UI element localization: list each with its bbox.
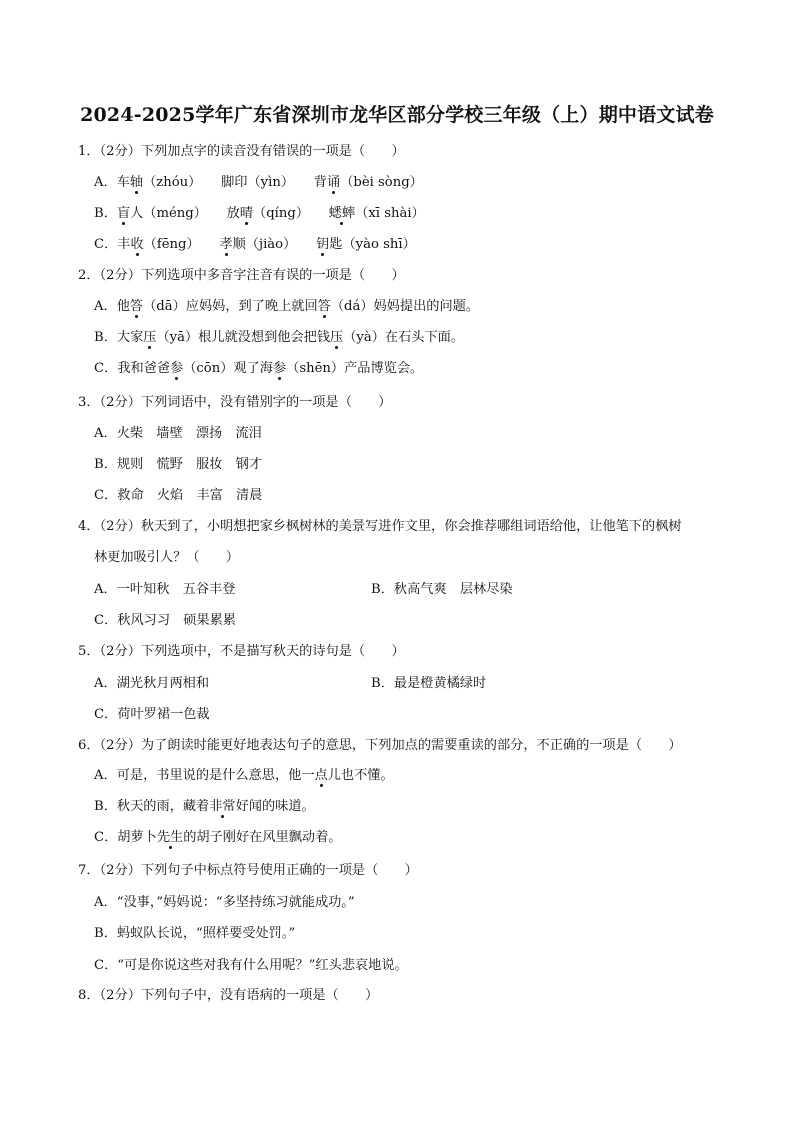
q1-option-b: B．盲人（méng） 放晴（qíng） 蟋蟀（xī shài） [94,206,425,221]
q6-option-a: A．可是，书里说的是什么意思，他一点儿也不懂。 [94,768,394,783]
q1-option-c: C．丰收（fēng） 孝顺（jiào） 钥匙（yào shī） [94,237,416,252]
question-3-stem: 3．（2分）下列词语中，没有错别字的一项是（ ） [78,395,392,410]
question-4-stem-line1: 4．（2分）秋天到了，小明想把家乡枫树林的美景写进作文里，你会推荐哪组词语给他，让他笔下的枫树 [78,519,682,534]
q5-option-c: C．荷叶罗裙一色裁 [94,707,210,722]
q4-option-b: B．秋高气爽 层林尽染 [371,582,513,597]
q2-option-c: C．我和爸爸参（cōn）观了海参（shēn）产品博览会。 [94,361,424,376]
q7-option-a: A．“没事，”妈妈说：“多坚持练习就能成功。” [94,895,355,910]
q2-option-a: A．他答（dā）应妈妈，到了晚上就回答（dá）妈妈提出的问题。 [94,299,480,314]
q4-option-c: C．秋风习习 硕果累累 [94,613,236,628]
q5-option-a: A．湖光秋月两相和 [94,676,210,691]
q7-option-c: C．“可是你说这些对我有什么用呢？”红头悲哀地说。 [94,958,408,973]
question-8-stem: 8．（2分）下列句子中，没有语病的一项是（ ） [78,988,379,1003]
question-1-stem: 1．（2分）下列加点字的读音没有错误的一项是（ ） [78,144,405,159]
q3-option-c: C．救命 火焰 丰富 清晨 [94,488,263,503]
question-4-stem-line2: 林更加吸引人？（ ） [94,550,240,565]
exam-title: 2024-2025学年广东省深圳市龙华区部分学校三年级（上）期中语文试卷 [80,104,714,126]
q3-option-b: B．规则 慌野 服妆 钢才 [94,457,262,472]
q7-option-b: B．蚂蚁队长说，“照样要受处罚。” [94,926,296,941]
q2-option-b: B．大家压（yā）根儿就没想到他会把钱压（yà）在石头下面。 [94,330,465,345]
q1-option-a: A．车轴（zhóu） 脚印（yìn） 背诵（bèi sòng） [94,175,423,190]
q4-option-a: A．一叶知秋 五谷丰登 [94,582,236,597]
question-5-stem: 5．（2分）下列选项中，不是描写秋天的诗句是（ ） [78,644,405,659]
q3-option-a: A．火柴 墙壁 漂扬 流泪 [94,426,262,441]
q5-option-b: B．最是橙黄橘绿时 [371,676,487,691]
q6-option-b: B．秋天的雨，藏着非常好闻的味道。 [94,799,315,814]
question-6-stem: 6．（2分）为了朗读时能更好地表达句子的意思，下列加点的需要重读的部分，不正确的一项是（ ） [78,738,682,753]
q6-option-c: C．胡萝卜先生的胡子刚好在风里飘动着。 [94,830,342,845]
question-2-stem: 2．（2分）下列选项中多音字注音有误的一项是（ ） [78,268,405,283]
question-7-stem: 7．（2分）下列句子中标点符号使用正确的一项是（ ） [78,863,418,878]
